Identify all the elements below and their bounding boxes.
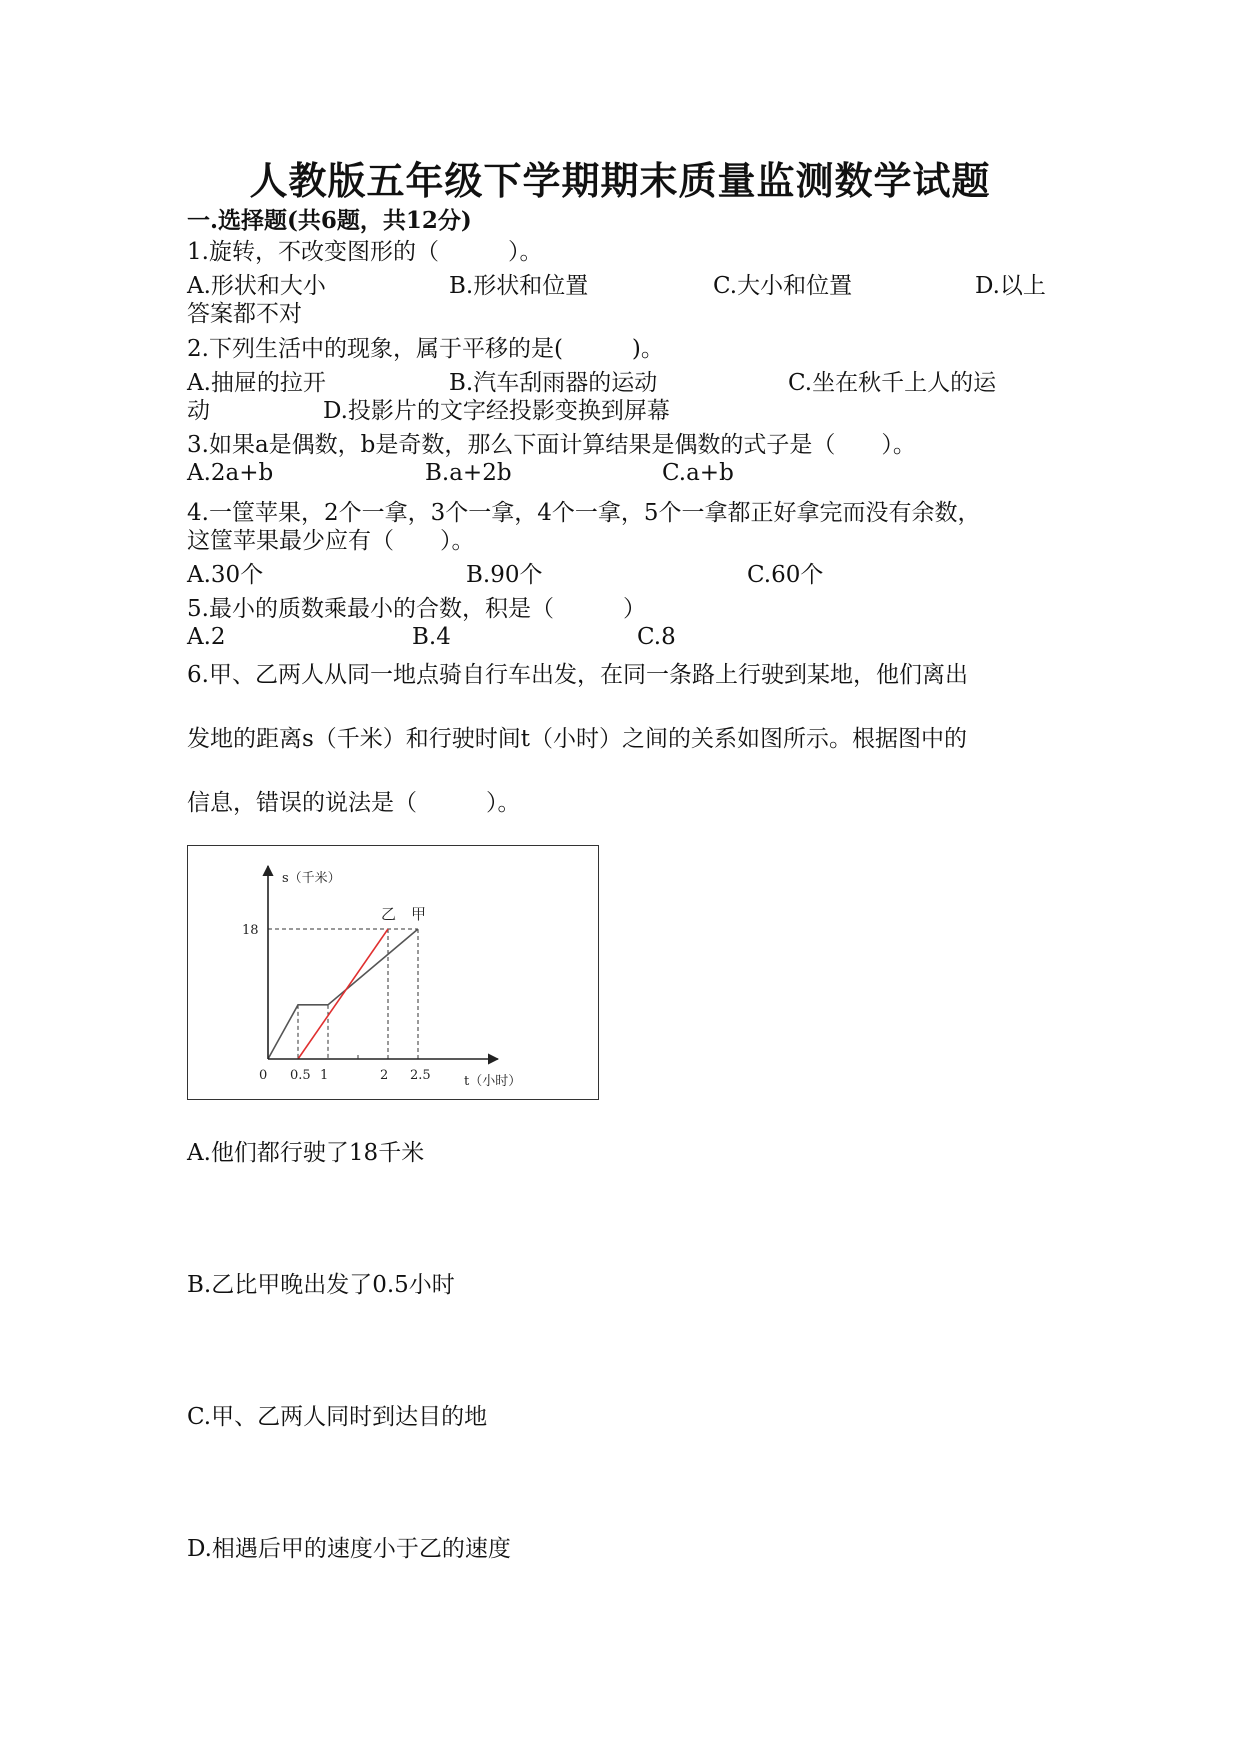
x-axis-label: t（小时） bbox=[464, 1074, 522, 1089]
chart-svg bbox=[188, 846, 598, 1099]
question-4-stem-cont: 这筐苹果最少应有（ ）。 bbox=[187, 528, 475, 554]
question-3-stem: 3.如果a是偶数，b是奇数，那么下面计算结果是偶数的式子是（ ）。 bbox=[187, 432, 916, 458]
question-4-option-c: C.60个 bbox=[747, 562, 824, 588]
question-6-option-d: D.相遇后甲的速度小于乙的速度 bbox=[187, 1536, 511, 1562]
question-6-stem-cont-1: 发地的距离s（千米）和行驶时间t（小时）之间的关系如图所示。根据图中的 bbox=[187, 726, 968, 752]
question-4-option-a: A.30个 bbox=[187, 562, 264, 588]
question-1-option-b: B.形状和位置 bbox=[449, 273, 589, 299]
question-6-stem: 6.甲、乙两人从同一地点骑自行车出发，在同一条路上行驶到某地，他们离出 bbox=[187, 662, 968, 688]
page-title: 人教版五年级下学期期末质量监测数学试题 bbox=[249, 158, 991, 203]
x-tick-label: 0 bbox=[259, 1068, 268, 1083]
question-2-option-b: B.汽车刮雨器的运动 bbox=[449, 370, 658, 396]
question-1-option-a: A.形状和大小 bbox=[187, 273, 326, 299]
chart-series bbox=[268, 905, 426, 1059]
question-2-option-a: A.抽屉的拉开 bbox=[187, 370, 326, 396]
question-6-option-c: C.甲、乙两人同时到达目的地 bbox=[187, 1404, 488, 1430]
y-tick-label: 18 bbox=[242, 923, 259, 939]
series-label-1: 乙 bbox=[381, 905, 397, 924]
question-1-option-d-cont: 答案都不对 bbox=[187, 301, 302, 327]
question-3-option-c: C.a+b bbox=[662, 460, 734, 486]
question-5-option-b: B.4 bbox=[412, 624, 451, 650]
question-1-option-d: D.以上 bbox=[975, 273, 1046, 299]
question-5-stem: 5.最小的质数乘最小的合数，积是（ ） bbox=[187, 596, 646, 622]
question-6-option-a: A.他们都行驶了18千米 bbox=[187, 1140, 425, 1166]
x-tick-label: 0.5 bbox=[290, 1068, 311, 1083]
question-1-option-c: C.大小和位置 bbox=[713, 273, 853, 299]
x-tick-label: 1 bbox=[320, 1068, 329, 1083]
question-6-option-b: B.乙比甲晚出发了0.5小时 bbox=[187, 1272, 455, 1298]
x-tick-label: 2.5 bbox=[410, 1068, 431, 1083]
question-2-option-d: D.投影片的文字经投影变换到屏幕 bbox=[323, 398, 670, 424]
question-2-option-c-cont: 动 bbox=[187, 398, 210, 424]
question-4-option-b: B.90个 bbox=[466, 562, 543, 588]
question-5-option-a: A.2 bbox=[187, 624, 226, 650]
series-line-1 bbox=[298, 929, 388, 1059]
section-heading: 一.选择题(共6题，共12分) bbox=[187, 207, 472, 234]
question-4-stem: 4.一筐苹果，2个一拿，3个一拿，4个一拿，5个一拿都正好拿完而没有余数， bbox=[187, 500, 981, 526]
question-3-option-a: A.2a+b bbox=[187, 460, 274, 486]
question-6-stem-cont-2: 信息，错误的说法是（ ）。 bbox=[187, 790, 521, 816]
series-label-0: 甲 bbox=[411, 905, 427, 924]
question-3-option-b: B.a+2b bbox=[425, 460, 512, 486]
question-5-option-c: C.8 bbox=[637, 624, 676, 650]
question-2-stem: 2.下列生活中的现象，属于平移的是( )。 bbox=[187, 336, 664, 362]
x-tick-label: 2 bbox=[380, 1068, 389, 1083]
y-axis-label: s（千米） bbox=[282, 871, 341, 886]
question-2-option-c: C.坐在秋千上人的运 bbox=[788, 370, 997, 396]
distance-time-chart bbox=[187, 845, 599, 1100]
question-1-stem: 1.旋转，不改变图形的（ ）。 bbox=[187, 239, 543, 265]
